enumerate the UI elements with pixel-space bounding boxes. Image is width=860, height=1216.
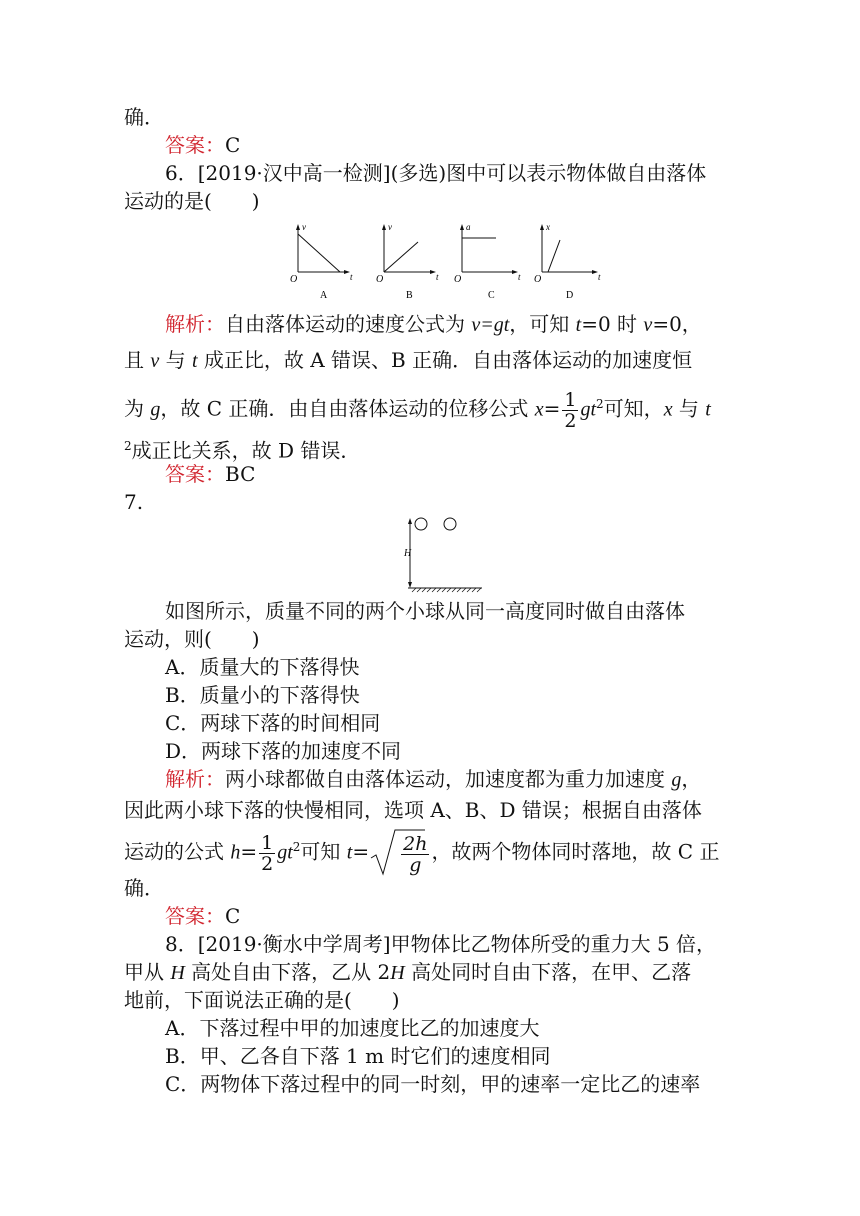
option-D: D．两球下落的加速度不同 (165, 739, 402, 763)
text: ，故两个物体同时落地，故 C 正 (431, 839, 720, 864)
denominator: g (409, 854, 422, 877)
graph-A-origin: O (290, 274, 298, 285)
answer-value: C (225, 904, 241, 928)
text: 成正比关系，故 D 错误． (131, 438, 361, 463)
explanation-7-line-2: 因此两小球下落的快慢相同，选项 A、B、D 错误；根据自由落体 (124, 798, 702, 822)
formula: gt (277, 841, 293, 864)
numerator: 1 (564, 388, 577, 411)
ball-left (415, 518, 427, 530)
graph-B-caption: B (406, 290, 413, 301)
square-root (369, 828, 431, 878)
graph-D-caption: D (566, 290, 574, 301)
graph-D (534, 222, 601, 301)
symbol: t (705, 398, 711, 421)
question-8-line-1: 8．[2019·衡水中学周考]甲物体比乙物体所受的重力大 5 倍， (165, 932, 717, 956)
numerator: 1 (261, 831, 274, 854)
option-C: C．两物体下落过程中的同一时刻，甲的速率一定比乙的速率 (165, 1072, 701, 1096)
option-B: B．甲、乙各自下落 1 m 时它们的速度相同 (165, 1044, 551, 1068)
graph-B-x-label: t (436, 272, 439, 282)
text: =0 时 (581, 312, 644, 336)
text: 运动的公式 (124, 839, 231, 864)
text: 可知 (300, 839, 347, 864)
explanation-7-line-3 (124, 822, 719, 878)
option-A: A．质量大的下落得快 (165, 655, 360, 679)
question-7-figure (400, 512, 490, 594)
explanation-6-line-2 (124, 346, 692, 375)
exponent: 2 (596, 397, 604, 411)
answer-label: 答案： (165, 904, 225, 928)
denominator: 2 (261, 852, 274, 875)
graph-D-origin: O (534, 274, 542, 285)
question-7-line-2: 运动，则( ) (124, 627, 260, 651)
symbol: t (346, 841, 353, 864)
graph-C-x-label: t (518, 272, 521, 282)
symbol: h (230, 841, 241, 864)
question-6-graphs (280, 218, 610, 304)
formula: gt (580, 398, 597, 421)
graph-A-y-label: v (302, 222, 306, 232)
graph-D-y-label: x (546, 222, 550, 232)
ball-right (444, 518, 456, 530)
text: ，故 C 正确．由自由落体运动的位移公式 (160, 396, 535, 421)
graph-B-origin: O (376, 274, 384, 285)
text: 与 (672, 396, 706, 421)
graph-C-origin: O (454, 274, 462, 285)
text: 为 (124, 396, 151, 421)
answer-label: 答案： (165, 133, 225, 157)
question-8-line-2 (124, 958, 691, 987)
question-8-line-3: 地前，下面说法正确的是( ) (124, 988, 400, 1012)
symbol: t (191, 350, 198, 372)
graph-C-y-label: a (466, 222, 471, 232)
graph-A (290, 222, 353, 301)
graph-C-caption: C (488, 290, 495, 301)
answer-line (165, 902, 240, 930)
symbol: x (534, 398, 544, 421)
explanation-6-line-3 (124, 382, 711, 432)
symbol: H (170, 962, 185, 984)
option-B: B．质量小的下落得快 (165, 683, 360, 707)
numerator: 2h (403, 833, 428, 856)
explanation-7-line-4: 确． (124, 876, 164, 900)
question-7-number: 7. (124, 490, 144, 514)
text: 与 (159, 348, 192, 372)
question-6-line-2: 运动的是( ) (124, 189, 260, 213)
symbol: v (643, 314, 653, 336)
option-C: C．两球下落的时间相同 (165, 711, 381, 735)
height-label: H (404, 548, 412, 559)
text: = (352, 839, 370, 864)
symbol: H (390, 962, 405, 984)
text-line: 确． (124, 105, 164, 129)
symbol: g (150, 398, 161, 421)
graph-B (376, 222, 439, 301)
text: 甲从 (124, 960, 171, 984)
explanation-7-line-1 (165, 765, 701, 794)
text: 自由落体运动的速度公式为 (225, 312, 472, 336)
text: 两小球都做自由落体运动，加速度都为重力加速度 (225, 767, 672, 791)
answer-value: BC (225, 462, 256, 486)
text: 高处同时自由下落，在甲、乙落 (404, 960, 692, 984)
explanation-label: 解析： (165, 767, 225, 791)
graph-D-x-label: t (598, 272, 601, 282)
symbol: g (671, 769, 682, 791)
formula: v=gt (471, 314, 510, 336)
question-7-line-1: 如图所示，质量不同的两个小球从同一高度同时做自由落体 (165, 599, 685, 623)
graph-A-caption: A (320, 290, 328, 301)
exponent: 2 (292, 840, 301, 854)
explanation-label: 解析： (165, 312, 225, 336)
graph-B-y-label: v (388, 222, 392, 232)
text: = (240, 839, 258, 864)
radical-sign-icon (369, 828, 425, 878)
text: 高处自由下落，乙从 2 (184, 960, 391, 984)
text: 成正比，故 A 错误、B 正确．自由落体运动的加速度恒 (197, 348, 693, 372)
fraction-one-half (259, 833, 275, 874)
option-A: A．下落过程中甲的加速度比乙的加速度大 (165, 1016, 540, 1040)
explanation-6-line-1 (165, 310, 702, 339)
symbol: x (663, 398, 673, 421)
denominator: 2 (564, 409, 577, 432)
text: ， (681, 767, 702, 791)
text: 可知， (603, 396, 664, 421)
text: =0， (652, 312, 702, 336)
text: = (543, 396, 561, 421)
answer-value: C (225, 133, 241, 157)
graph-C (454, 222, 521, 301)
text: ，可知 (509, 312, 576, 336)
exponent: 2 (124, 439, 132, 453)
answer-line (165, 131, 240, 159)
answer-label: 答案： (165, 462, 225, 486)
graph-A-x-label: t (350, 272, 353, 282)
question-6-line-1: 6．[2019·汉中高一检测](多选)图中可以表示物体做自由落体 (165, 161, 707, 185)
fraction-one-half (562, 390, 578, 431)
symbol: v (150, 350, 160, 372)
symbol: t (575, 314, 582, 336)
answer-line (165, 460, 255, 488)
text: 且 (124, 348, 151, 372)
